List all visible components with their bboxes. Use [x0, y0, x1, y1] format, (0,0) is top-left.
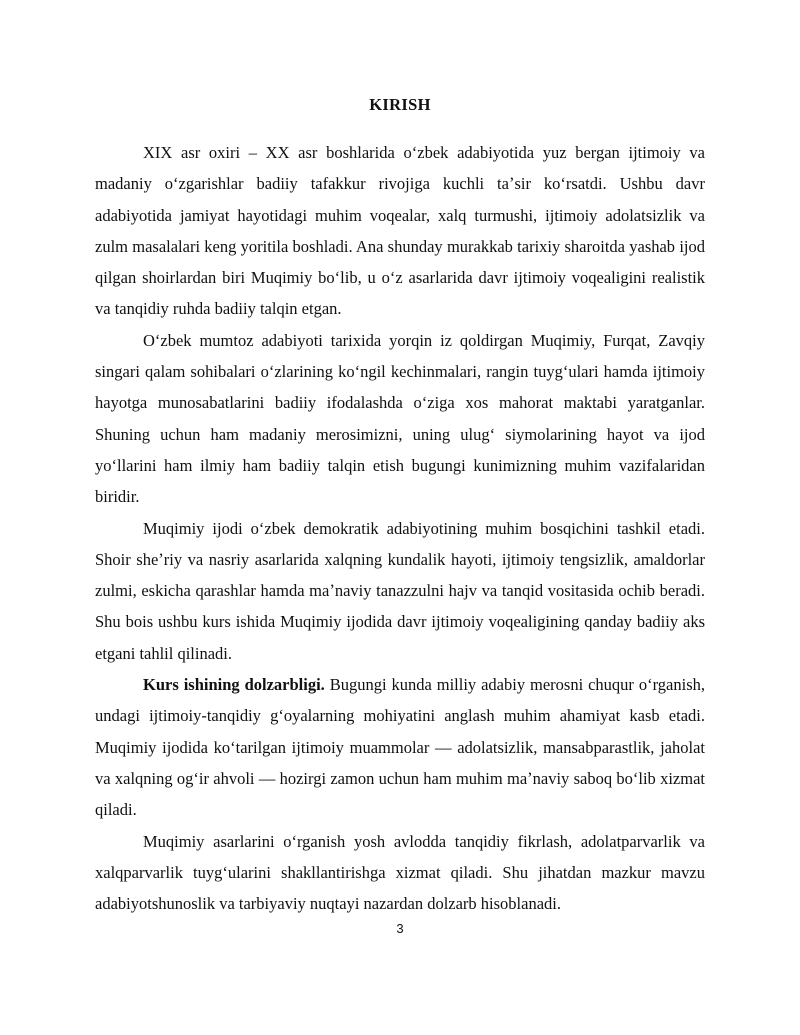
- paragraph-4: [95, 669, 705, 825]
- paragraph-2-text: Oʻzbek mumtoz adabiyoti tarixida yorqin iz qoldirgan Muqimiy, Furqat, Zavqiy singari qalam sohibalari oʻzlarining koʻngil kechinmalari, rangin tuygʻulari hamda ijtimoiy hayotga munosabatlarini badiiy ifodalashda oʻziga xos mahorat maktabi yaratganlar. Shuning uchun ham madaniy merosimizni, uning ulugʻ siymolarining hayot va ijod yoʻllarini ham ilmiy ham badiiy talqin etish bugungi kunimizning muhim vazifalaridan biridir.: [95, 330, 705, 507]
- paragraph-4-text: Bugungi kunda milliy adabiy merosni chuqur oʻrganish, undagi ijtimoiy-tanqidiy gʻoyalarning mohiyatini anglash muhim ahamiyat kasb etadi. Muqimiy ijodida koʻtarilgan ijtimoiy muammolar — adolatsizlik, mansabparastlik, jaholat va xalqning ogʻir ahvoli — hozirgi zamon uchun ham muhim maʼnaviy saboq boʻlib xizmat qiladi.: [95, 675, 706, 820]
- paragraph-5: [95, 826, 705, 920]
- body-text: [95, 137, 705, 919]
- page-number: 3: [396, 921, 404, 936]
- paragraph-5-text: Muqimiy asarlarini oʻrganish yosh avlodda tanqidiy fikrlash, adolatparvarlik va xalqparvarlik tuygʻularini shakllantirishga xizmat qiladi. Shu jihatdan mazkur mavzu adabiyotshunoslik va tarbiyaviy nuqtayi nazardan dolzarb hisoblanadi.: [95, 831, 705, 914]
- paragraph-1-text: XIX asr oxiri – XX asr boshlarida oʻzbek adabiyotida yuz bergan ijtimoiy va madaniy oʻzgarishlar badiiy tafakkur rivojiga kuchli taʼsir koʻrsatdi. Ushbu davr adabiyotida jamiyat hayotidagi muhim voqealar, xalq turmushi, ijtimoiy adolatsizlik va zulm masalalari keng yoritila boshladi. Ana shunday murakkab tarixiy sharoitda yashab ijod qilgan shoirlardan biri Muqimiy boʻlib, u oʻz asarlarida davr ijtimoiy voqealigini realistik va tanqidiy ruhda badiiy talqin etgan.: [95, 143, 705, 319]
- paragraph-4-lead: Kurs ishining dolzarbligi.: [143, 675, 325, 695]
- paragraph-3: [95, 513, 705, 669]
- paragraph-2: [95, 325, 705, 513]
- paragraph-1: [95, 137, 705, 325]
- section-heading: KIRISH: [369, 95, 431, 114]
- paragraph-3-text: Muqimiy ijodi oʻzbek demokratik adabiyotining muhim bosqichini tashkil etadi. Shoir sheʼriy va nasriy asarlarida xalqning kundalik hayoti, ijtimoiy tengsizlik, amaldorlar zulmi, eskicha qarashlar hamda maʼnaviy tanazzulni hajv va tanqid vositasida ochib beradi. Shu bois ushbu kurs ishida Muqimiy ijodida davr ijtimoiy voqealigining qanday badiiy aks etgani tahlil qilinadi.: [95, 518, 705, 663]
